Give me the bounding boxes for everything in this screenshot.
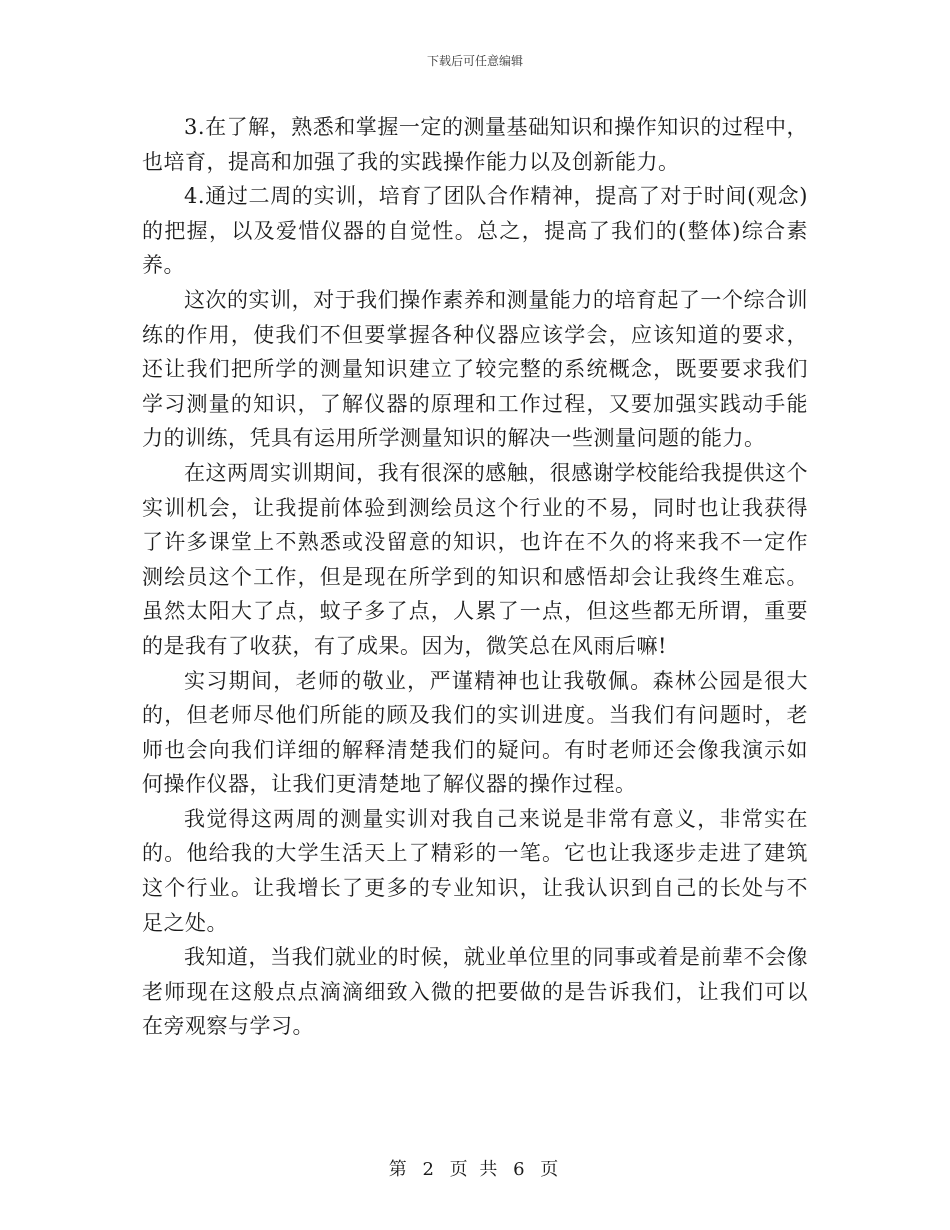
page-header: 下载后可任意编辑 [426, 54, 523, 68]
page-footer [0, 1155, 950, 1181]
paragraph: 这次的实训，对于我们操作素养和测量能力的培育起了一个综合训练的作用，使我们不但要掌握各种仪器应该学会，应该知道的要求，还让我们把所学的测量知识建立了较完整的系统概念，既要要求我们学习测量的知识，了解仪器的原理和工作过程，又要加强实践动手能力的训练，凭具有运用所学测量知识的解决一些测量问题的能力。 [142, 287, 808, 451]
paragraph: 我觉得这两周的测量实训对我自己来说是非常有意义，非常实在的。他给我的大学生活天上了精彩的一笔。它也让我逐步走进了建筑这个行业。让我增长了更多的专业知识，让我认识到自己的长处与不足之处。 [142, 806, 808, 935]
footer-prefix: 第 [388, 1159, 410, 1180]
paragraph: 我知道，当我们就业的时候，就业单位里的同事或着是前辈不会像老师现在这般点点滴滴细致入微的把要做的是告诉我们，让我们可以在旁观察与学习。 [142, 945, 808, 1039]
paragraph: 在这两周实训期间，我有很深的感触，很感谢学校能给我提供这个实训机会，让我提前体验到测绘员这个行业的不易，同时也让我获得了许多课堂上不熟悉或没留意的知识，也许在不久的将来我不一定作测绘员这个工作，但是现在所学到的知识和感悟却会让我终生难忘。虽然太阳大了点，蚊子多了点，人累了一点，但这些都无所谓，重要的是我有了收获，有了成果。因为，微笑总在风雨后嘛! [142, 460, 808, 658]
footer-middle: 页 共 [449, 1159, 501, 1180]
document-body [142, 110, 808, 1044]
paragraph: 3.在了解，熟悉和掌握一定的测量基础知识和操作知识的过程中，也培育，提高和加强了我的实践操作能力以及创新能力。 [142, 115, 808, 174]
paragraph: 实习期间，老师的敬业，严谨精神也让我敬佩。森林公园是很大的，但老师尽他们所能的顾及我们的实训进度。当我们有问题时，老师也会向我们详细的解释清楚我们的疑问。有时老师还会像我演示如何操作仪器，让我们更清楚地了解仪器的操作过程。 [142, 668, 808, 797]
paragraph: 4.通过二周的实训，培育了团队合作精神，提高了对于时间(观念)的把握，以及爱惜仪器的自觉性。总之，提高了我们的(整体)综合素养。 [142, 184, 808, 278]
total-page-count: 6 [513, 1159, 528, 1180]
current-page-number: 2 [422, 1159, 437, 1180]
footer-suffix: 页 [540, 1159, 562, 1180]
